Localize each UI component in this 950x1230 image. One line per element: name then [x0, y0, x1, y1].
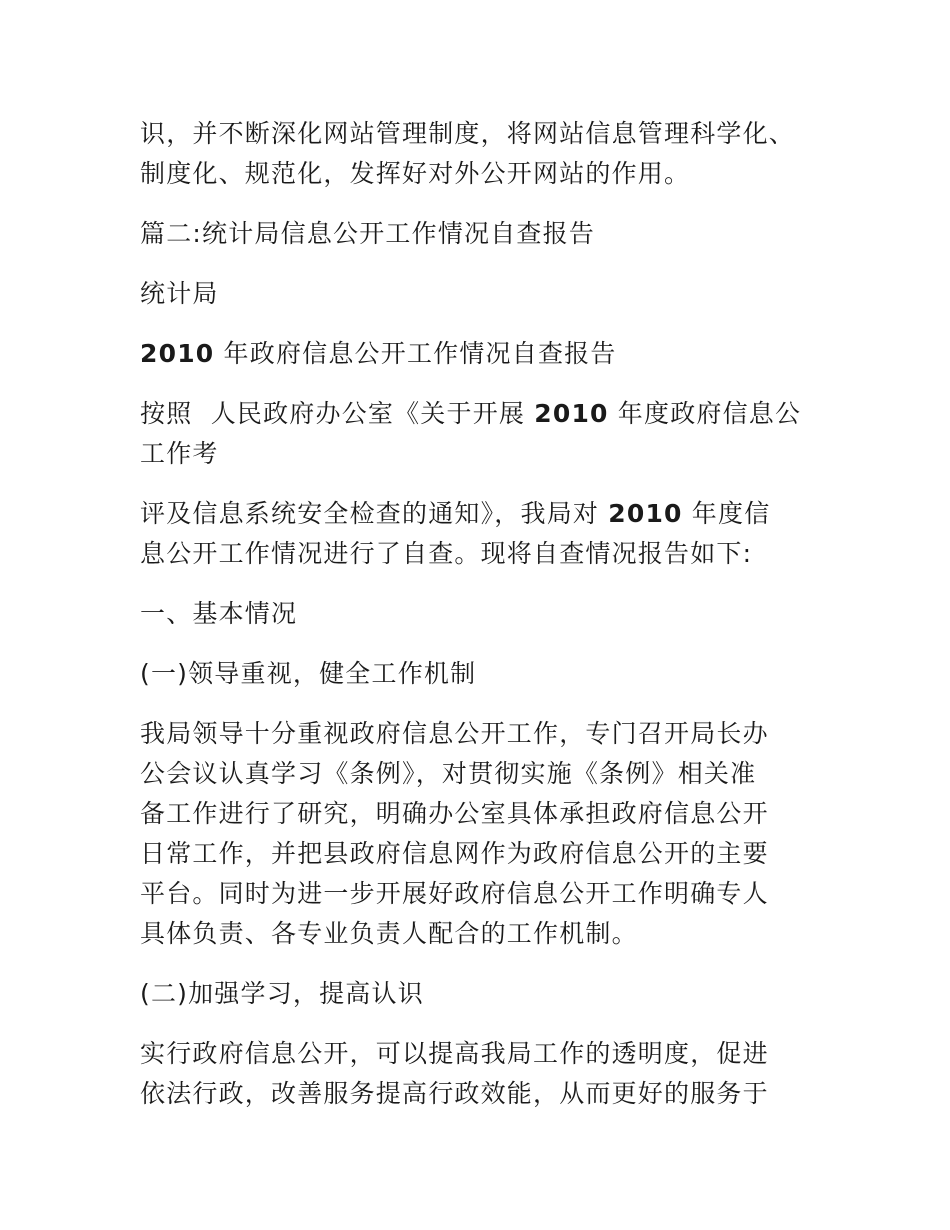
report-title: 2010 年政府信息公开工作情况自查报告 — [140, 339, 617, 368]
subheading-study: (二)加强学习，提高认识 — [140, 979, 424, 1008]
heading-basic-situation: 一、基本情况 — [140, 599, 298, 628]
organization-name: 统计局 — [140, 279, 219, 308]
paragraph-leadership: 我局领导十分重视政府信息公开工作，专门召开局长办 公会议认真学习《条例》，对贯彻实施《条例》相关准 备工作进行了研究，明确办公室具体承担政府信息公开 日常工作，并把县政府信息网作为政府信息公开的主要 平台。同时为进一步开展好政府信息公开工作明确专人 具体负责、各专业负责人配合的工作机制。 — [140, 719, 769, 948]
paragraph-reference-notice: 按照 人民政府办公室《关于开展 2010 年度政府信息公 工作考 — [140, 399, 802, 468]
section-heading-part-two: 篇二:统计局信息公开工作情况自查报告 — [140, 219, 596, 248]
paragraph-study: 实行政府信息公开，可以提高我局工作的透明度，促进 依法行政，改善服务提高行政效能，从而更好的服务于 — [140, 1039, 769, 1108]
document-body — [140, 114, 805, 1114]
paragraph-intro-continuation: 识，并不断深化网站管理制度，将网站信息管理科学化、 制度化、规范化，发挥好对外公开网站的作用。 — [140, 119, 796, 188]
subheading-leadership: (一)领导重视，健全工作机制 — [140, 659, 477, 688]
paragraph-self-inspection: 评及信息系统安全检查的通知》，我局对 2010 年度信 息公开工作情况进行了自查。现将自查情况报告如下: — [140, 499, 771, 568]
